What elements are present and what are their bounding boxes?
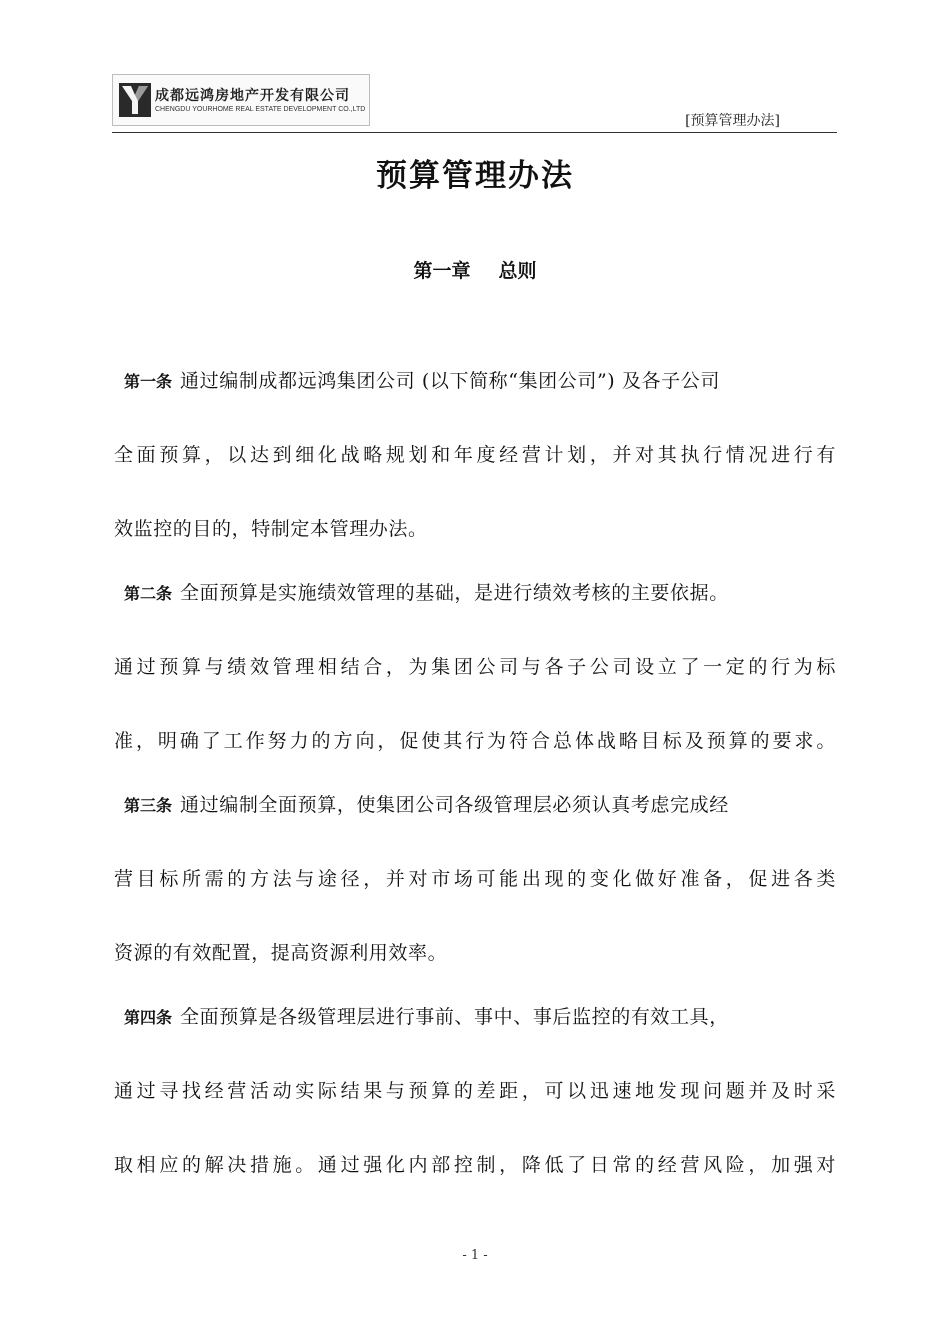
article-3-line-3: 资源的有效配置，提高资源利用效率。 <box>114 942 448 964</box>
article-label: 第四条 <box>124 1008 173 1027</box>
company-logo-mark-icon <box>119 83 151 117</box>
article-3-line-1: 第三条 通过编制全面预算，使集团公司各级管理层必须认真考虑完成经 <box>124 794 729 816</box>
article-2-line-2: 通过预算与绩效管理相结合，为集团公司与各子公司设立了一定的行为标 <box>114 656 836 678</box>
article-label: 第三条 <box>124 796 173 815</box>
article-1-line-2: 全面预算，以达到细化战略规划和年度经营计划，并对其执行情况进行有 <box>114 444 836 466</box>
article-label: 第二条 <box>124 584 173 603</box>
article-1-line-3: 效监控的目的，特制定本管理办法。 <box>114 518 428 540</box>
chapter-number: 第一章 <box>413 260 471 282</box>
article-label: 第一条 <box>124 372 173 391</box>
article-2-line-1: 第二条 全面预算是实施绩效管理的基础，是进行绩效考核的主要依据。 <box>124 582 729 604</box>
running-header-title: [预算管理办法] <box>685 113 780 129</box>
company-logo <box>112 74 370 126</box>
header-divider <box>112 132 837 133</box>
logo-company-name: 成都远鸿房地产开发有限公司 <box>155 88 350 104</box>
logo-company-name-english: CHENGDU YOURHOME REAL ESTATE DEVELOPMENT CO.,LTD <box>155 106 366 113</box>
article-2-line-3: 准，明确了工作努力的方向，促使其行为符合总体战略目标及预算的要求。 <box>114 730 836 752</box>
article-3-line-2: 营目标所需的方法与途径，并对市场可能出现的变化做好准备，促进各类 <box>114 868 836 890</box>
chapter-heading <box>0 256 950 283</box>
article-4-line-2: 通过寻找经营活动实际结果与预算的差距，可以迅速地发现问题并及时采 <box>114 1080 836 1102</box>
article-4-line-1: 第四条 全面预算是各级管理层进行事前、事中、事后监控的有效工具， <box>124 1006 729 1028</box>
page-number: - 1 - <box>462 1248 488 1263</box>
document-title: 预算管理办法 <box>376 158 574 194</box>
chapter-name: 总则 <box>498 260 537 282</box>
article-4-line-3: 取相应的解决措施。通过强化内部控制，降低了日常的经营风险，加强对 <box>114 1154 836 1176</box>
article-1-line-1: 第一条 通过编制成都远鸿集团公司 (以下简称“集团公司”) 及各子公司 <box>124 370 720 392</box>
